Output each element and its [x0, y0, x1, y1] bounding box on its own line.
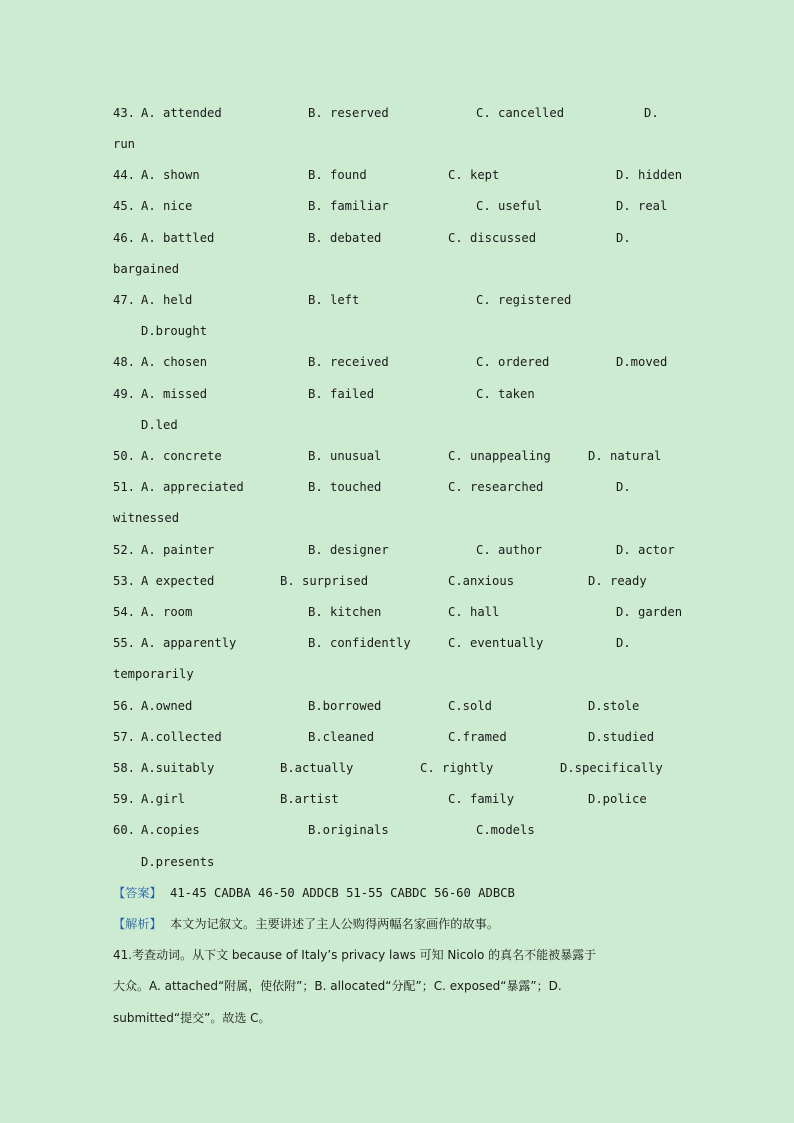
- option-c: C. eventually: [448, 636, 544, 650]
- option-b: B.actually: [280, 761, 354, 775]
- question-number: 57.: [113, 730, 136, 744]
- explanation-text: submitted“提交”。故选 C。: [113, 1011, 271, 1025]
- option-c: C.models: [476, 823, 535, 837]
- explanation-text: 41.考查动词。从下文 because of Italy’s privacy laws 可知 Nicolo 的真名不能被暴露于: [113, 948, 597, 962]
- option-b: B. found: [308, 168, 367, 182]
- question-46-wrap: [0, 259, 794, 279]
- option-d-wrap: witnessed: [113, 511, 180, 525]
- option-b: B. familiar: [308, 199, 389, 213]
- option-c: C. researched: [448, 480, 544, 494]
- option-c: C.framed: [448, 730, 507, 744]
- analysis-text: 本文为记叙文。主要讲述了主人公购得两幅名家画作的故事。: [170, 917, 500, 931]
- question-number: 46.: [113, 231, 136, 245]
- option-b: B.originals: [308, 823, 389, 837]
- option-a: A. held: [141, 293, 193, 307]
- option-a: A. missed: [141, 387, 208, 401]
- option-b: B.cleaned: [308, 730, 375, 744]
- question-50: [0, 446, 794, 466]
- question-46: [0, 228, 794, 248]
- option-d: D.specifically: [560, 761, 663, 775]
- question-number: 45.: [113, 199, 136, 213]
- option-d: D.stole: [588, 699, 640, 713]
- option-d-wrap: temporarily: [113, 667, 194, 681]
- option-a: A. painter: [141, 543, 215, 557]
- option-d: D.: [616, 480, 631, 494]
- explanation-line-3: [0, 1008, 794, 1028]
- option-a: A.copies: [141, 823, 200, 837]
- question-number: 53.: [113, 574, 136, 588]
- question-60: [0, 820, 794, 840]
- option-c: C. discussed: [448, 231, 537, 245]
- question-57: [0, 727, 794, 747]
- question-45: [0, 196, 794, 216]
- option-a: A. battled: [141, 231, 215, 245]
- option-b: B. failed: [308, 387, 375, 401]
- explanation-line-2: [0, 976, 794, 996]
- question-58: [0, 758, 794, 778]
- question-number: 54.: [113, 605, 136, 619]
- answer-text: 41-45 CADBA 46-50 ADDCB 51-55 CABDC 56-60 ADBCB: [170, 886, 515, 900]
- question-number: 48.: [113, 355, 136, 369]
- question-55: [0, 633, 794, 653]
- explanation-text: 大众。A. attached“附属，使依附”；B. allocated“分配”；C. exposed“暴露”；D.: [113, 979, 562, 993]
- option-c: C.sold: [448, 699, 493, 713]
- option-d: D.: [644, 106, 659, 120]
- option-b: B. kitchen: [308, 605, 382, 619]
- option-c: C. rightly: [420, 761, 494, 775]
- option-d: D. actor: [616, 543, 675, 557]
- option-c: C. registered: [476, 293, 572, 307]
- option-b: B. touched: [308, 480, 382, 494]
- question-48: [0, 352, 794, 372]
- option-c: C. taken: [476, 387, 535, 401]
- analysis-tag: 【解析】: [113, 917, 162, 931]
- option-b: B.artist: [280, 792, 339, 806]
- option-b: B. surprised: [280, 574, 369, 588]
- question-47-wrap: [0, 321, 794, 341]
- option-a: A.suitably: [141, 761, 215, 775]
- option-a: A.owned: [141, 699, 193, 713]
- option-d: D. garden: [616, 605, 683, 619]
- question-49-wrap: [0, 415, 794, 435]
- option-d: D.: [616, 636, 631, 650]
- question-number: 56.: [113, 699, 136, 713]
- option-c: C. useful: [476, 199, 543, 213]
- question-number: 43.: [113, 106, 136, 120]
- option-d-wrap: D.led: [141, 418, 178, 432]
- option-c: C. author: [476, 543, 543, 557]
- option-a: A. chosen: [141, 355, 208, 369]
- analysis: [0, 914, 794, 934]
- question-43-wrap: [0, 134, 794, 154]
- question-number: 52.: [113, 543, 136, 557]
- question-49: [0, 384, 794, 404]
- option-a: A. attended: [141, 106, 222, 120]
- option-d-wrap: bargained: [113, 262, 180, 276]
- option-b: B. unusual: [308, 449, 382, 463]
- question-number: 47.: [113, 293, 136, 307]
- question-number: 44.: [113, 168, 136, 182]
- option-d: D. hidden: [616, 168, 683, 182]
- option-a: A. shown: [141, 168, 200, 182]
- option-c: C. hall: [448, 605, 500, 619]
- answer-tag: 【答案】: [113, 886, 162, 900]
- explanation-line-1: [0, 945, 794, 965]
- question-59: [0, 789, 794, 809]
- option-d-wrap: D.presents: [141, 855, 215, 869]
- option-a: A. appreciated: [141, 480, 244, 494]
- question-number: 59.: [113, 792, 136, 806]
- option-d: D.police: [588, 792, 647, 806]
- option-a: A expected: [141, 574, 215, 588]
- option-b: B. designer: [308, 543, 389, 557]
- question-number: 51.: [113, 480, 136, 494]
- option-d: D. ready: [588, 574, 647, 588]
- question-54: [0, 602, 794, 622]
- option-d: D.: [616, 231, 631, 245]
- option-d: D.moved: [616, 355, 668, 369]
- question-43: [0, 103, 794, 123]
- question-53: [0, 571, 794, 591]
- option-c: C. ordered: [476, 355, 550, 369]
- option-b: B. received: [308, 355, 389, 369]
- option-b: B. confidently: [308, 636, 411, 650]
- question-number: 58.: [113, 761, 136, 775]
- option-b: B.borrowed: [308, 699, 382, 713]
- option-c: C. family: [448, 792, 515, 806]
- option-c: C. unappealing: [448, 449, 551, 463]
- option-a: A. nice: [141, 199, 193, 213]
- question-number: 50.: [113, 449, 136, 463]
- option-b: B. reserved: [308, 106, 389, 120]
- answer-key: [0, 883, 794, 903]
- option-b: B. debated: [308, 231, 382, 245]
- question-56: [0, 696, 794, 716]
- question-52: [0, 540, 794, 560]
- option-b: B. left: [308, 293, 360, 307]
- option-a: A. apparently: [141, 636, 237, 650]
- option-a: A. concrete: [141, 449, 222, 463]
- question-51-wrap: [0, 508, 794, 528]
- option-c: C. cancelled: [476, 106, 565, 120]
- option-d-wrap: D.brought: [141, 324, 208, 338]
- question-44: [0, 165, 794, 185]
- question-47: [0, 290, 794, 310]
- question-number: 60.: [113, 823, 136, 837]
- question-55-wrap: [0, 664, 794, 684]
- question-60-wrap: [0, 852, 794, 872]
- question-number: 55.: [113, 636, 136, 650]
- option-d: D. natural: [588, 449, 662, 463]
- option-c: C.anxious: [448, 574, 515, 588]
- option-a: A. room: [141, 605, 193, 619]
- option-c: C. kept: [448, 168, 500, 182]
- question-51: [0, 477, 794, 497]
- question-number: 49.: [113, 387, 136, 401]
- option-d: D. real: [616, 199, 668, 213]
- option-d: D.studied: [588, 730, 655, 744]
- option-d-wrap: run: [113, 137, 136, 151]
- option-a: A.collected: [141, 730, 222, 744]
- option-a: A.girl: [141, 792, 186, 806]
